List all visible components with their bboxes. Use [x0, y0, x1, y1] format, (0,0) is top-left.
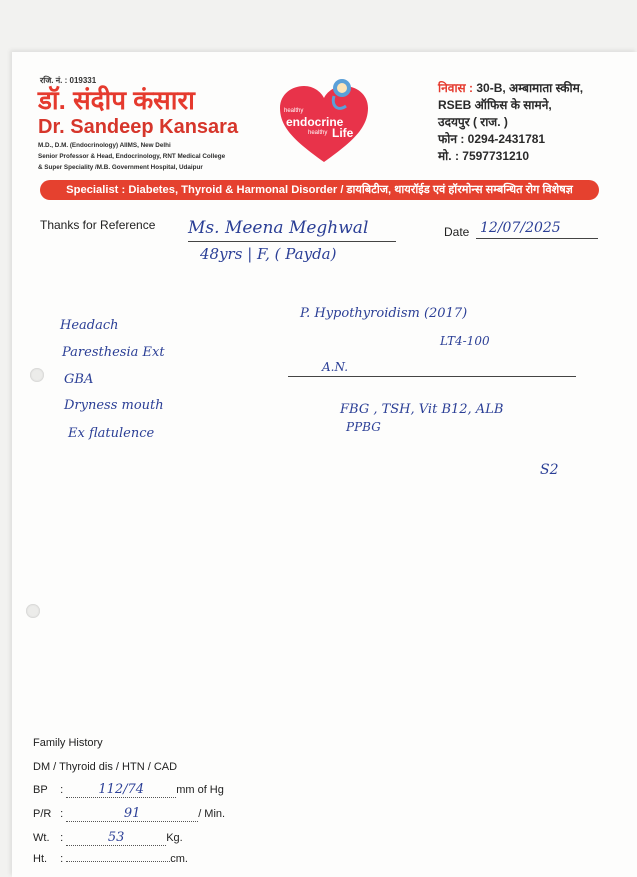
pr-value: 91 — [123, 806, 141, 821]
bp-value: 112/74 — [98, 782, 145, 797]
doctor-name-english: Dr. Sandeep Kansara — [38, 116, 239, 138]
pr-field — [66, 806, 198, 822]
credential-line: M.D., D.M. (Endocrinology) AIIMS, New Delhi — [38, 142, 171, 149]
wt-field — [66, 830, 166, 846]
ht-row — [33, 853, 188, 865]
medication: LT4-100 — [440, 334, 490, 348]
address-line: RSEB ऑफिस के सामने, — [438, 98, 552, 112]
colon: : — [60, 853, 64, 865]
ht-label: Ht. — [33, 853, 48, 865]
clinic-logo — [276, 78, 372, 166]
colon: : — [60, 784, 64, 796]
conditions-label: DM / Thyroid dis / HTN / CAD — [33, 761, 178, 773]
wt-value: 53 — [107, 830, 125, 845]
residence-value: 30-B, अम्बामाता स्कीम, — [476, 81, 584, 95]
complaint-item: Ex flatulence — [68, 426, 155, 441]
address-city: उदयपुर ( राज. ) — [438, 115, 508, 129]
complaint-item: Paresthesia Ext — [62, 345, 165, 360]
patient-details: 48yrs | F, ( Payda) — [200, 245, 337, 263]
investigations-second: PPBG — [346, 420, 381, 434]
ht-field — [66, 861, 170, 862]
logo-life-text: Life — [332, 126, 354, 140]
bp-label: BP — [33, 784, 48, 796]
credential-line: Senior Professor & Head, Endocrinology, RNT Medical College — [38, 153, 226, 160]
pr-unit: / Min. — [198, 808, 226, 820]
pr-row — [33, 806, 225, 822]
specialist-banner: Specialist : Diabetes, Thyroid & Harmonal Disorder / डायबिटीज, थायरॉईड एवं हॉरमोन्स सम्बन्धित रोग विशेषज्ञ — [40, 180, 599, 200]
complaint-item: Dryness mouth — [64, 398, 164, 413]
credential-line: & Super Speciality /M.B. Government Hospital, Udaipur — [38, 164, 203, 171]
bp-row — [33, 782, 224, 798]
patient-name: Ms. Meena Meghwal — [188, 218, 369, 238]
wt-label: Wt. — [33, 832, 50, 844]
date-label: Date — [444, 225, 470, 239]
bp-field — [66, 782, 176, 798]
name-underline — [188, 241, 396, 242]
phone-number: फोन : 0294-2431781 — [438, 132, 546, 146]
ht-unit: cm. — [170, 853, 188, 865]
bp-unit: mm of Hg — [176, 784, 224, 796]
complaint-item: GBA — [64, 372, 94, 387]
punch-hole — [30, 368, 44, 382]
thanks-for-reference-label: Thanks for Reference — [40, 218, 156, 232]
residence-address — [438, 80, 583, 97]
doctor-signature: S2 — [540, 462, 559, 478]
residence-label: निवास : — [438, 81, 473, 95]
investigations: FBG , TSH, Vit B12, ALB — [340, 402, 504, 417]
doctor-name-hindi: डॉ. संदीप कंसारा — [38, 85, 195, 115]
punch-hole — [26, 604, 40, 618]
complaint-item: Headach — [60, 318, 119, 333]
an-label: A.N. — [322, 360, 349, 374]
wt-row — [33, 830, 183, 846]
section-divider-line — [288, 376, 576, 377]
colon: : — [60, 832, 64, 844]
pr-label: P/R — [33, 808, 52, 820]
logo-healthy-text: healthy — [284, 108, 304, 114]
registration-number: रजि. नं. : 019331 — [40, 76, 97, 85]
logo-endocrine-text: endocrine — [286, 115, 344, 129]
colon: : — [60, 808, 64, 820]
logo-healthy-sub-text: healthy — [308, 130, 328, 136]
mobile-number: मो. : 7597731210 — [438, 149, 530, 163]
wt-unit: Kg. — [166, 832, 183, 844]
date-value: 12/07/2025 — [480, 220, 561, 236]
diagnosis: P. Hypothyroidism (2017) — [300, 306, 468, 321]
family-history-label: Family History — [33, 737, 103, 749]
date-line — [476, 238, 598, 239]
